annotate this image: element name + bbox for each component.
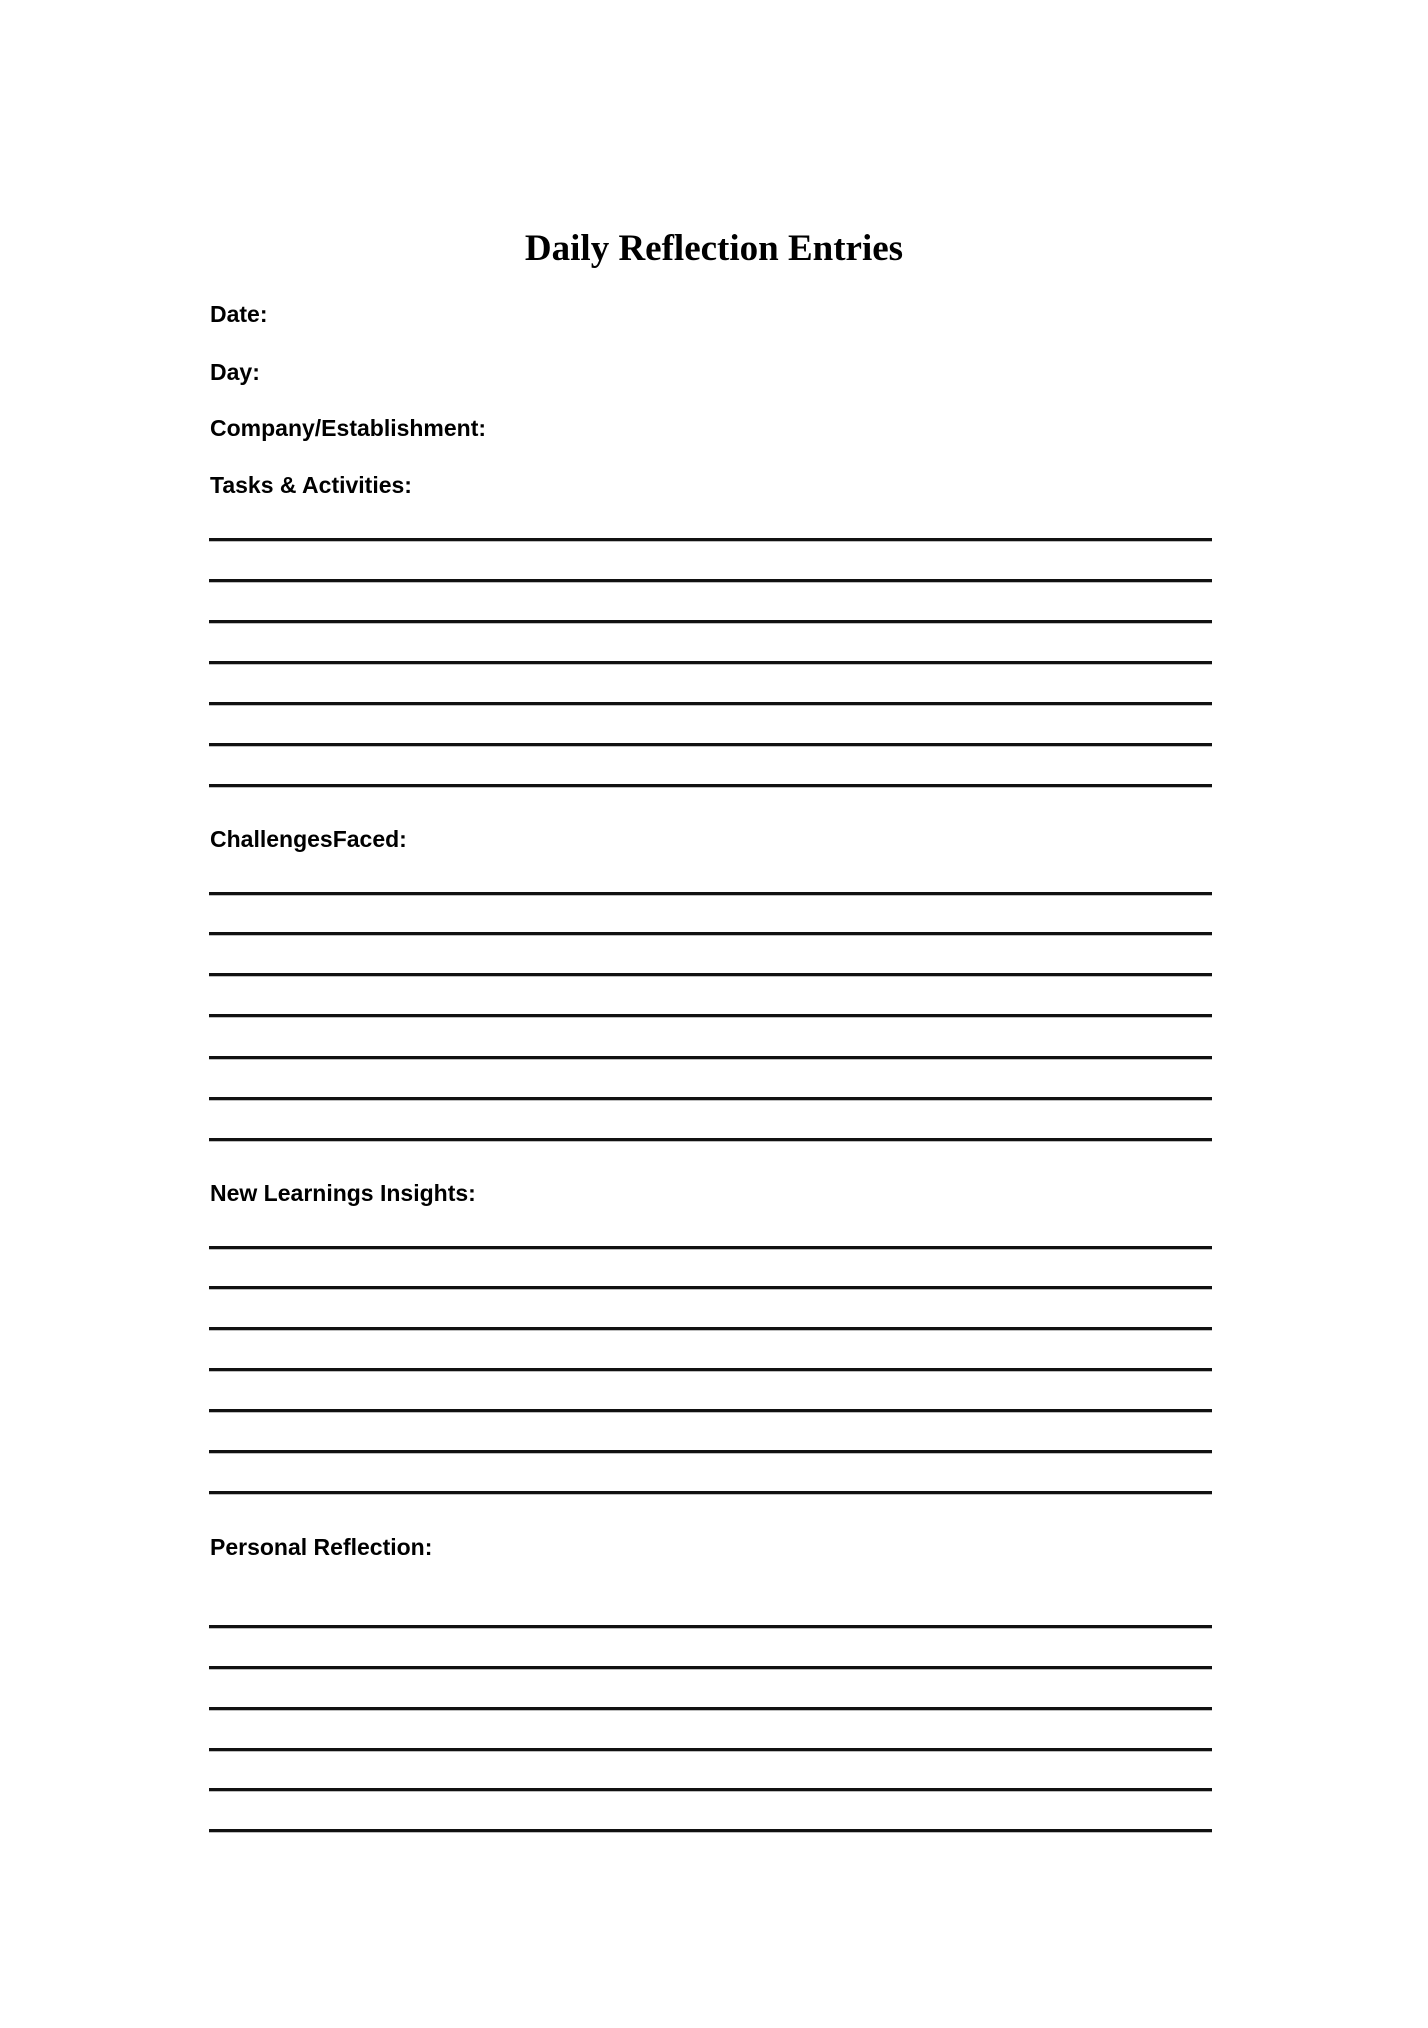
section-heading-reflection: Personal Reflection: bbox=[210, 1534, 433, 1560]
writing-line[interactable] bbox=[209, 1450, 1212, 1453]
writing-line[interactable] bbox=[209, 1829, 1212, 1832]
writing-line[interactable] bbox=[209, 579, 1212, 582]
page-title: Daily Reflection Entries bbox=[524, 228, 904, 269]
writing-line[interactable] bbox=[209, 1368, 1212, 1371]
writing-line[interactable] bbox=[209, 932, 1212, 935]
writing-line[interactable] bbox=[209, 1097, 1212, 1100]
writing-line[interactable] bbox=[209, 620, 1212, 623]
writing-line[interactable] bbox=[209, 1138, 1212, 1141]
day-field-label: Day: bbox=[210, 359, 260, 385]
writing-line[interactable] bbox=[209, 1286, 1212, 1289]
section-heading-challenges: ChallengesFaced: bbox=[210, 826, 407, 852]
writing-line[interactable] bbox=[209, 1788, 1212, 1791]
writing-line[interactable] bbox=[209, 1014, 1212, 1017]
writing-line[interactable] bbox=[209, 661, 1212, 664]
section-heading-learnings: New Learnings Insights: bbox=[210, 1180, 476, 1206]
writing-line[interactable] bbox=[209, 1707, 1212, 1710]
writing-line[interactable] bbox=[209, 1327, 1212, 1330]
writing-line[interactable] bbox=[209, 784, 1212, 787]
writing-line[interactable] bbox=[209, 743, 1212, 746]
writing-line[interactable] bbox=[209, 1056, 1212, 1059]
writing-line[interactable] bbox=[209, 1666, 1212, 1669]
writing-line[interactable] bbox=[209, 1491, 1212, 1494]
writing-line[interactable] bbox=[209, 1409, 1212, 1412]
writing-line[interactable] bbox=[209, 538, 1212, 541]
company-field-label: Company/Establishment: bbox=[210, 415, 487, 441]
writing-line[interactable] bbox=[209, 1246, 1212, 1249]
writing-line[interactable] bbox=[209, 973, 1212, 976]
section-heading-tasks: Tasks & Activities: bbox=[210, 472, 412, 498]
writing-line[interactable] bbox=[209, 892, 1212, 895]
writing-line[interactable] bbox=[209, 1748, 1212, 1751]
writing-line[interactable] bbox=[209, 1625, 1212, 1628]
date-field-label: Date: bbox=[210, 301, 268, 327]
writing-line[interactable] bbox=[209, 702, 1212, 705]
